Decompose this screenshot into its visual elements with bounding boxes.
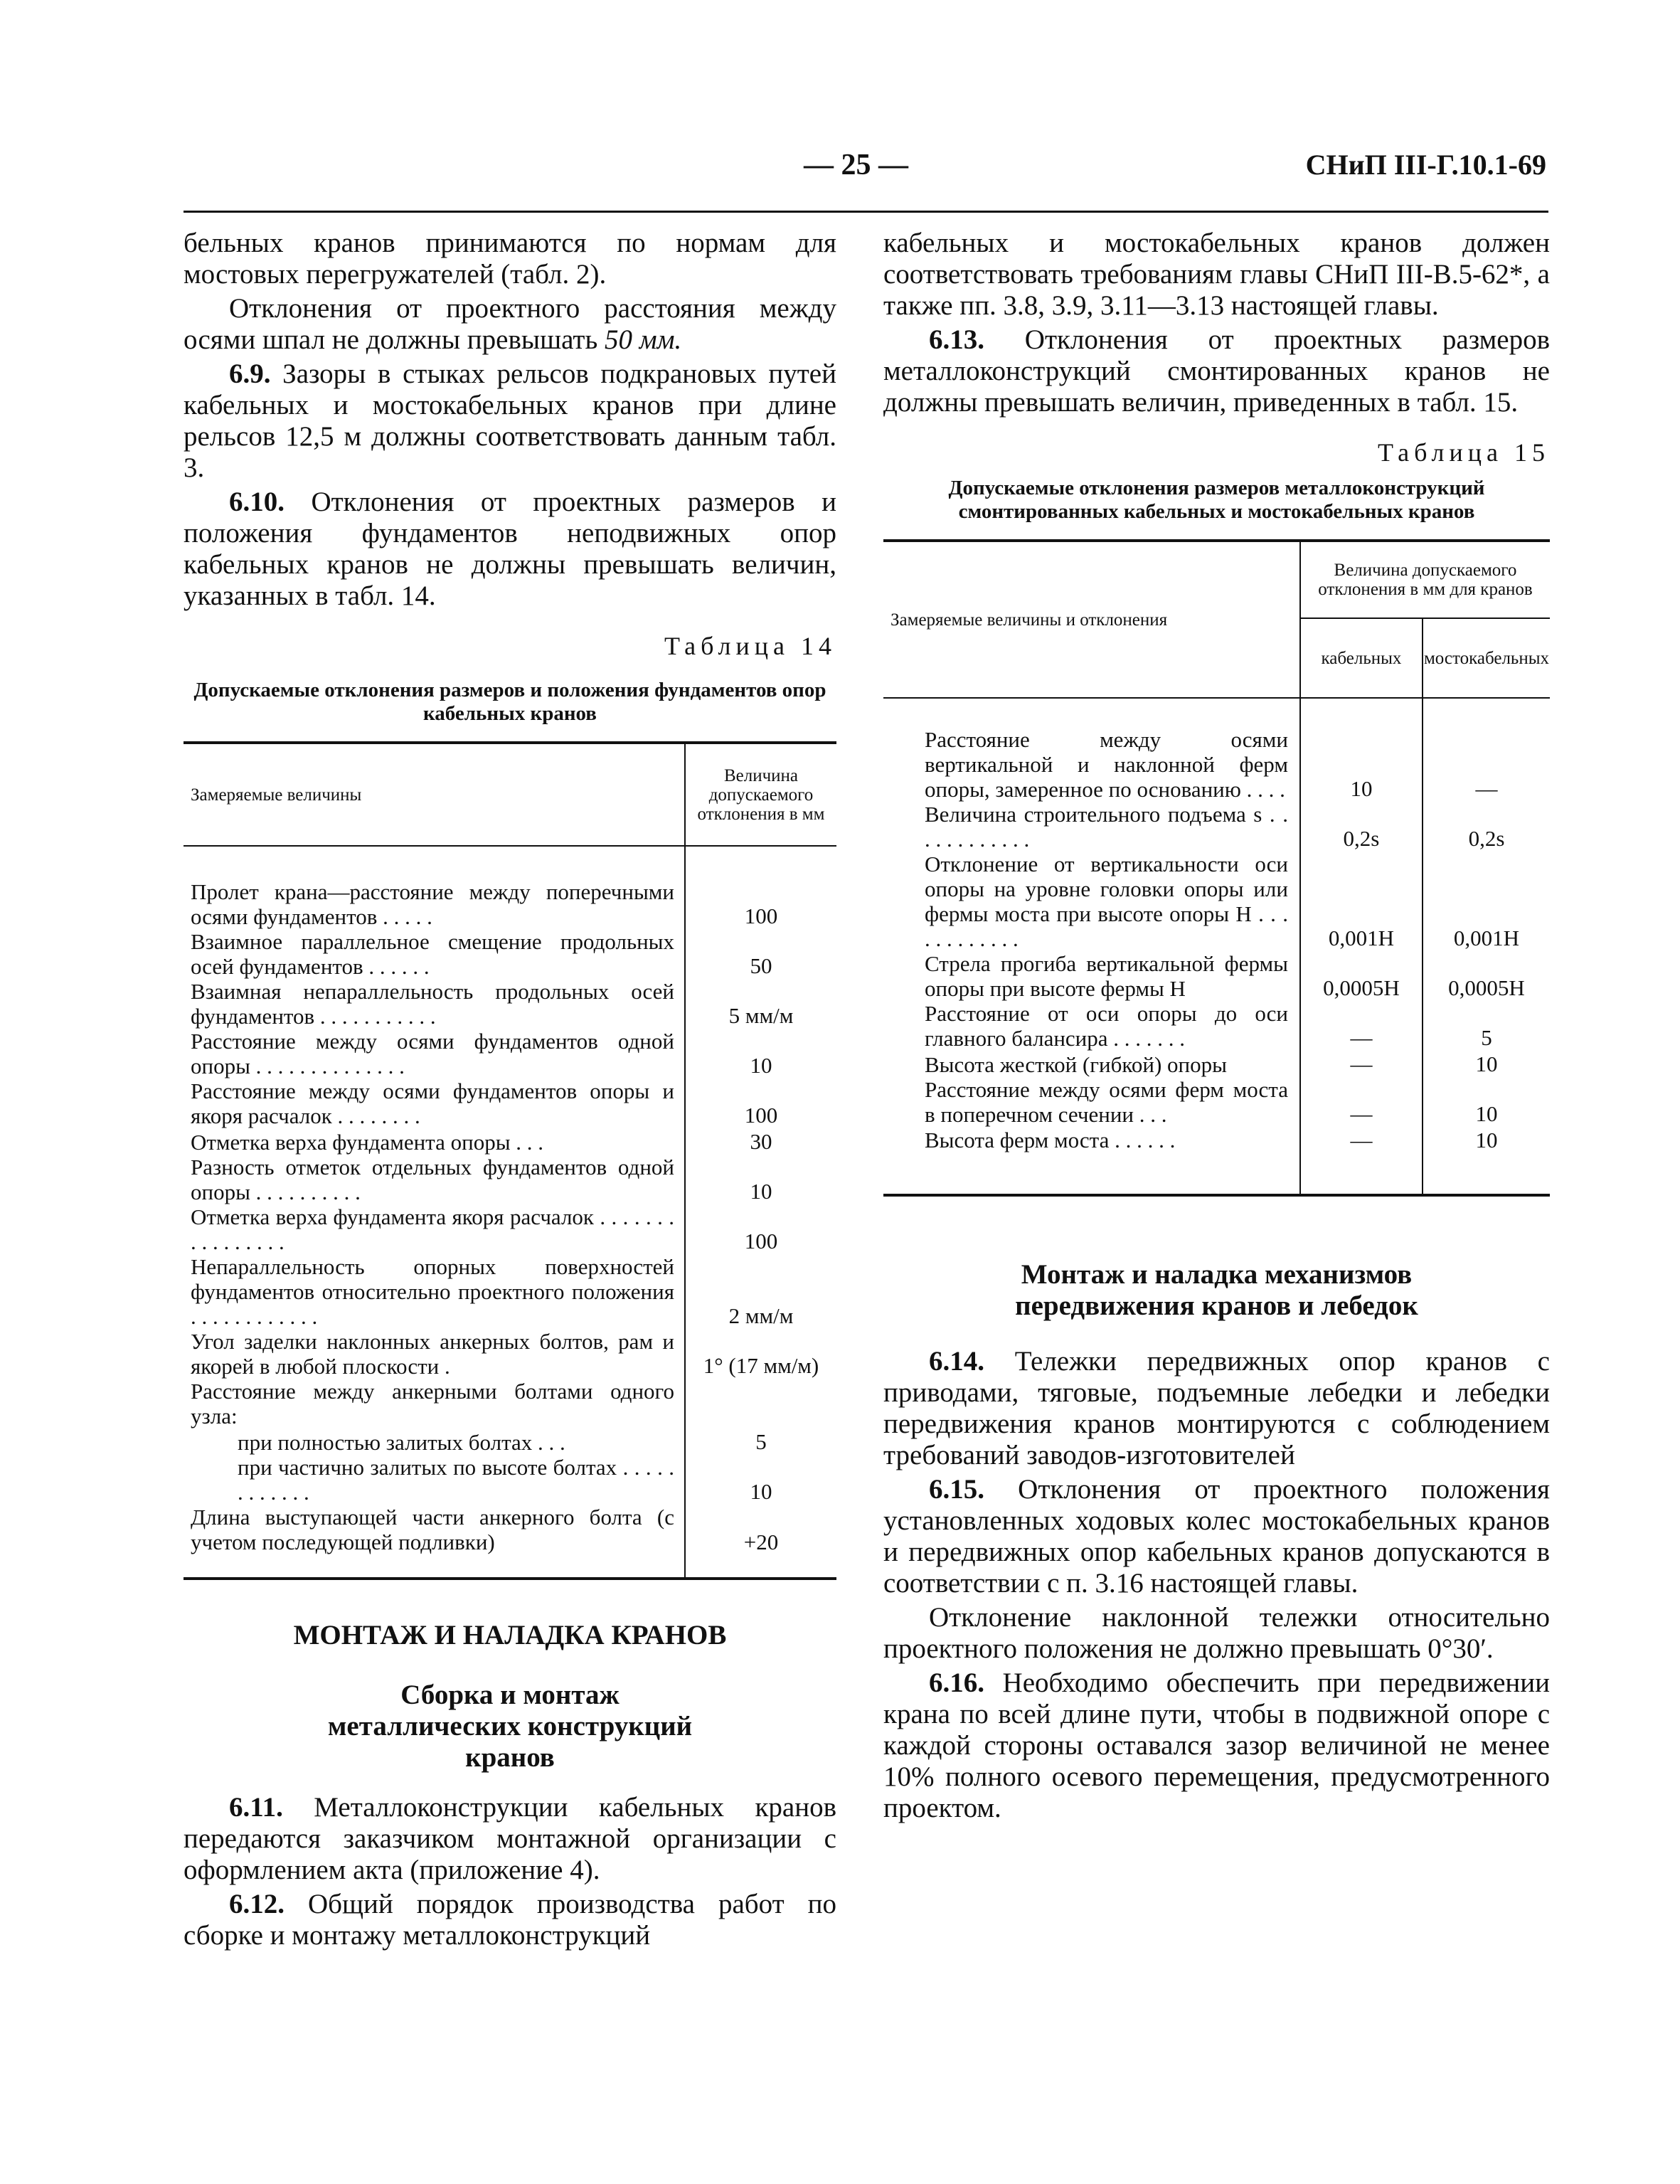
clause-text: Необходимо обеспечить при передвижении крана по всей длине пути, чтобы в подвижной опоре с каждой стороны оставался зазор величиной не менее 10% полного осевого перемещения, предусмотренного проектом. (883, 1668, 1550, 1823)
section-heading: МОНТАЖ И НАЛАДКА КРАНОВ (293, 1620, 727, 1650)
row-value: 10 (750, 1179, 772, 1204)
clause-number: 6.10. (229, 487, 285, 517)
row-name: Расстояние между осями ферм моста в поперечном сечении . . . (883, 1077, 1300, 1127)
clause-6-10 (184, 487, 836, 612)
page-number: — 25 — (804, 149, 908, 181)
table-15-header-deviation: Величина допускаемого отклонения в мм для кранов (1300, 541, 1550, 618)
table-15-header-measured: Замеряемые величины и отклонения (883, 541, 1300, 698)
table-row (184, 1078, 836, 1128)
row-name: Пролет крана—расстояние между поперечными осями фундаментов . . . . . (184, 846, 685, 929)
row-name: Отметка верха фундамента якоря расчалок . . . . . . . . . . . . . . . . (184, 1204, 685, 1254)
clause-6-14 (883, 1346, 1550, 1471)
row-name: Взаимное параллельное смещение продольных осей фундаментов . . . . . . (184, 929, 685, 979)
table-15-caption: Допускаемые отклонения размеров металлоконструкций смонтированных кабельных и мостокабельных кранов (948, 477, 1485, 523)
row-value-bridge: 0,0005H (1448, 975, 1525, 1000)
row-name: Расстояние от оси опоры до оси главного балансира . . . . . . . (883, 1001, 1300, 1051)
table-15-header-bridge-cable: мостокабельных (1423, 618, 1550, 698)
table-row (184, 1428, 836, 1455)
paragraph: Отклонение наклонной тележки относительно проектного положения не должно превышать 0°30′. (883, 1602, 1550, 1664)
row-name: Расстояние между осями фундаментов опоры и якоря расчалок . . . . . . . . (184, 1078, 685, 1128)
subsection-heading: Сборка и монтаж металлических конструкций кранов (327, 1680, 693, 1773)
table-row (883, 802, 1550, 852)
row-value: 50 (750, 953, 772, 978)
row-name: Длина выступающей части анкерного болта (с учетом последующей подливки) (184, 1505, 685, 1579)
table-row (184, 979, 836, 1029)
row-value-bridge: 5 (1481, 1025, 1492, 1050)
paragraph: бельных кранов принимаются по нормам для мостовых перегружателей (табл. 2). (184, 228, 836, 290)
clause-number: 6.11. (229, 1792, 283, 1823)
row-name: Расстояние между анкерными болтами одного узла: (184, 1379, 685, 1428)
row-name: Величина строительного подъема s . . . . . . . . . . . . (883, 802, 1300, 852)
clause-6-9 (184, 359, 836, 484)
table-row (883, 1127, 1550, 1195)
right-column (883, 228, 1550, 1824)
clause-text: Отклонения от проектного положения установленных ходовых колес мостокабельных кранов и передвижных опор кабельных кранов допускаются в соответствии с п. 3.16 настоящей главы. (883, 1474, 1550, 1599)
table-row (883, 951, 1550, 1001)
document-code: СНиП III-Г.10.1-69 (1305, 149, 1546, 181)
clause-text: Общий порядок производства работ по сборке и монтажу металлоконструкций (184, 1889, 836, 1951)
row-value: 30 (750, 1129, 772, 1154)
table-row (184, 1254, 836, 1329)
table-15 (883, 539, 1550, 1197)
paragraph-value: 50 мм. (605, 324, 682, 355)
clause-number: 6.9. (229, 359, 271, 389)
clause-text: Тележки передвижных опор кранов с приводами, тяговые, подъемные лебедки и лебедки передвижения кранов монтируются с соблюдением требований заводов-изготовителей (883, 1346, 1550, 1470)
table-row (184, 846, 836, 929)
row-value-bridge: 10 (1475, 1128, 1498, 1152)
table-row (184, 1455, 836, 1505)
table-row (184, 1128, 836, 1155)
row-value (685, 1379, 836, 1428)
table-15-header-cable: кабельных (1300, 618, 1423, 698)
row-name: Расстояние между осями фундаментов одной опоры . . . . . . . . . . . . . . (184, 1029, 685, 1078)
clause-text: Отклонения от проектных размеров и положения фундаментов неподвижных опор кабельных кранов не должны превышать величин, указанных в табл. 14. (184, 487, 836, 611)
row-value-cable: — (1300, 1077, 1423, 1127)
table-row (883, 1001, 1550, 1051)
row-value: 100 (744, 903, 778, 928)
row-value: 1° (17 мм/м) (703, 1353, 819, 1378)
table-14-header-deviation: Величина допускаемого отклонения в мм (685, 743, 836, 846)
section-heading: Монтаж и наладка механизмов передвижения кранов и лебедок (1015, 1259, 1418, 1321)
clause-text: Зазоры в стыках рельсов подкрановых путей кабельных и мостокабельных кранов при длине рельсов 12,5 м должны соответствовать данным табл. 3. (184, 359, 836, 483)
row-value: 100 (744, 1229, 778, 1253)
table-row (184, 1204, 836, 1254)
left-column (184, 228, 836, 1951)
clause-number: 6.15. (929, 1474, 984, 1505)
clause-number: 6.16. (929, 1668, 984, 1698)
row-value-cable: 0,001H (1300, 852, 1423, 951)
clause-number: 6.12. (229, 1889, 285, 1919)
row-value-cable: 0,0005H (1300, 951, 1423, 1001)
clause-text: Отклонения от проектных размеров металлоконструкций смонтированных кранов не должны превышать величин, приведенных в табл. 15. (883, 324, 1550, 418)
paragraph (184, 293, 836, 356)
table-15-label: Таблица 15 (1378, 438, 1550, 467)
row-value: 2 мм/м (728, 1303, 794, 1328)
row-value-bridge: 0,001H (1453, 926, 1520, 950)
row-name: Расстояние между осями вертикальной и наклонной ферм опоры, замеренное по основанию . . . . (883, 698, 1300, 802)
row-name: Высота жесткой (гибкой) опоры (883, 1051, 1300, 1077)
row-value-bridge: 10 (1475, 1101, 1498, 1126)
table-row (883, 1077, 1550, 1127)
row-value-cable: — (1300, 1001, 1423, 1051)
row-value-cable: 10 (1300, 698, 1423, 802)
table-14-label: Таблица 14 (664, 632, 836, 660)
table-row (184, 929, 836, 979)
table-row (883, 852, 1550, 951)
table-row (883, 698, 1550, 802)
clause-6-13 (883, 324, 1550, 418)
table-row (184, 1505, 836, 1579)
row-name: Угол заделки наклонных анкерных болтов, рам и якорей в любой плоскости . (184, 1329, 685, 1379)
table-row (883, 1051, 1550, 1077)
row-value: 5 мм/м (728, 1003, 794, 1028)
row-value-cable: — (1300, 1127, 1423, 1195)
clause-number: 6.13. (929, 324, 984, 355)
row-value: 10 (750, 1479, 772, 1504)
row-name: при частично залитых по высоте болтах . . . . . . . . . . . . (184, 1455, 685, 1505)
row-name: Отметка верха фундамента опоры . . . (184, 1128, 685, 1155)
row-value: 100 (744, 1103, 778, 1128)
row-name: Высота ферм моста . . . . . . (883, 1127, 1300, 1195)
row-value-cable: — (1300, 1051, 1423, 1077)
row-name: при полностью залитых болтах . . . (184, 1428, 685, 1455)
row-value: 10 (750, 1053, 772, 1078)
table-row (184, 1029, 836, 1078)
row-value-cable: 0,2s (1300, 802, 1423, 852)
clause-6-12 (184, 1889, 836, 1951)
row-value: +20 (743, 1530, 779, 1554)
table-row (184, 1329, 836, 1379)
row-name: Отклонение от вертикальности оси опоры на уровне головки опоры или фермы моста при высоте опоры H . . . . . . . . . . . . (883, 852, 1300, 951)
table-14-header-measured: Замеряемые величины (184, 743, 685, 846)
row-name: Разность отметок отдельных фундаментов одной опоры . . . . . . . . . . (184, 1155, 685, 1204)
clause-6-16 (883, 1668, 1550, 1824)
clause-6-11 (184, 1792, 836, 1886)
row-name: Непараллельность опорных поверхностей фундаментов относительно проектного положения . . . . . . . . . . . . (184, 1254, 685, 1329)
clause-6-15 (883, 1474, 1550, 1599)
paragraph: кабельных и мостокабельных кранов должен соответствовать требованиям главы СНиП III-В.5-62*, а также пп. 3.8, 3.9, 3.11—3.13 настоящей главы. (883, 228, 1550, 321)
row-name: Стрела прогиба вертикальной фермы опоры при высоте фермы H (883, 951, 1300, 1001)
table-14-caption: Допускаемые отклонения размеров и положения фундаментов опор кабельных кранов (193, 679, 826, 725)
paragraph-text: Отклонения от проектного расстояния между осями шпал не должны превышать (184, 293, 836, 355)
clause-number: 6.14. (929, 1346, 984, 1377)
row-value-bridge: — (1475, 776, 1498, 801)
row-value-bridge: 10 (1475, 1051, 1498, 1076)
row-value: 5 (755, 1429, 767, 1454)
row-value-bridge: 0,2s (1468, 826, 1505, 851)
table-row (184, 1379, 836, 1428)
table-row (184, 1155, 836, 1204)
clause-text: Металлоконструкции кабельных кранов передаются заказчиком монтажной организации с оформлением акта (приложение 4). (184, 1792, 836, 1885)
table-14 (184, 741, 836, 1580)
header-rule (184, 211, 1548, 213)
row-name: Взаимная непараллельность продольных осей фундаментов . . . . . . . . . . . (184, 979, 685, 1029)
